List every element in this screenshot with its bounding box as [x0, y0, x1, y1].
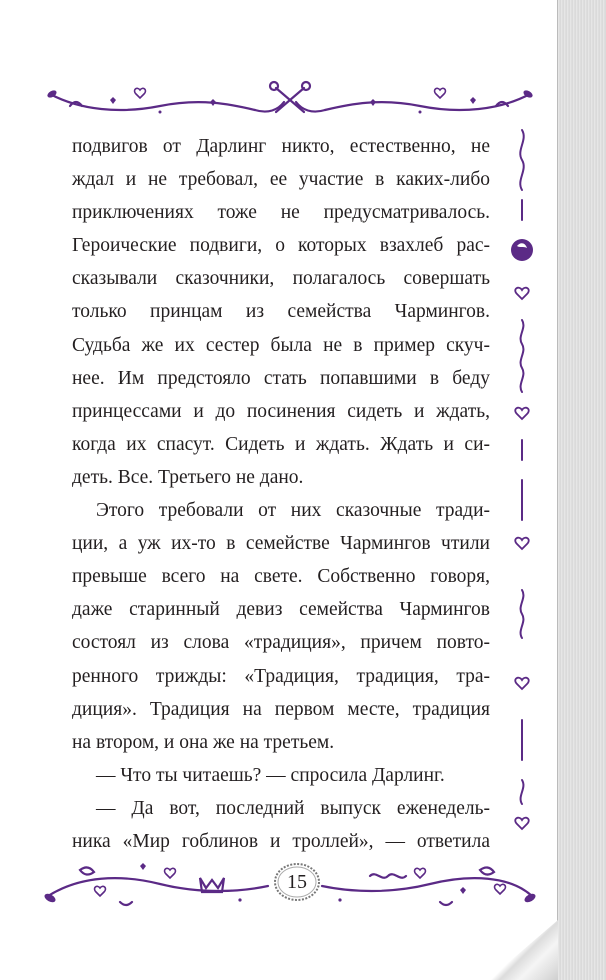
text-line: превыше всего на свете. Собственно говоря, — [72, 566, 490, 588]
text-line: ции, а уж их-то в семействе Чармингов чтили — [72, 533, 490, 555]
text-line: диция». Традиция на первом месте, традиция — [72, 698, 490, 720]
hearts-vine-icon — [504, 120, 540, 840]
text-line: состоял из слова «традиция», причем повто- — [72, 632, 490, 654]
page-number — [272, 861, 322, 903]
text-line: только принцам из семейства Чармингов. — [72, 301, 490, 323]
text-line: даже старинный девиз семейства Чармингов — [72, 599, 490, 621]
page-number-text: 15 — [287, 870, 307, 893]
text-line: нее. Им предстояло стать попавшими в беду — [72, 367, 490, 389]
text-line: когда их спасут. Сидеть и ждать. Ждать и си- — [72, 433, 490, 455]
text-line: принцессами и до посинения сидеть и ждать, — [72, 400, 490, 422]
body-text — [72, 130, 490, 858]
text-line: — Да вот, последний выпуск еженедель- — [96, 797, 490, 819]
text-line: — Что ты читаешь? — спросила Дарлинг. — [96, 764, 445, 786]
text-line: приключениях тоже не предусматривалось. — [72, 202, 490, 224]
text-line: ждал и не требовал, ее участие в каких-либо — [72, 169, 490, 191]
page-curl-corner — [488, 920, 558, 980]
text-line: подвигов от Дарлинг никто, естественно, не — [72, 136, 490, 157]
text-line: деть. Все. Третьего не дано. — [72, 466, 304, 488]
keys-ornament-icon — [40, 80, 540, 120]
text-line: ренного трижды: «Традиция, традиция, тра- — [72, 665, 490, 687]
text-line: Героические подвиги, о которых взахлеб рас- — [72, 235, 490, 257]
page-stack-edge — [557, 0, 606, 980]
text-line: сказывали сказочники, полагалось совершать — [72, 268, 490, 290]
text-line: на втором, и она же на третьем. — [72, 731, 335, 753]
text-line: Этого требовали от них сказочные тради- — [96, 500, 490, 522]
text-line: ника «Мир гоблинов и троллей», — ответила — [72, 830, 490, 852]
text-line: Судьба же их сестер была не в пример скуч- — [72, 334, 490, 356]
